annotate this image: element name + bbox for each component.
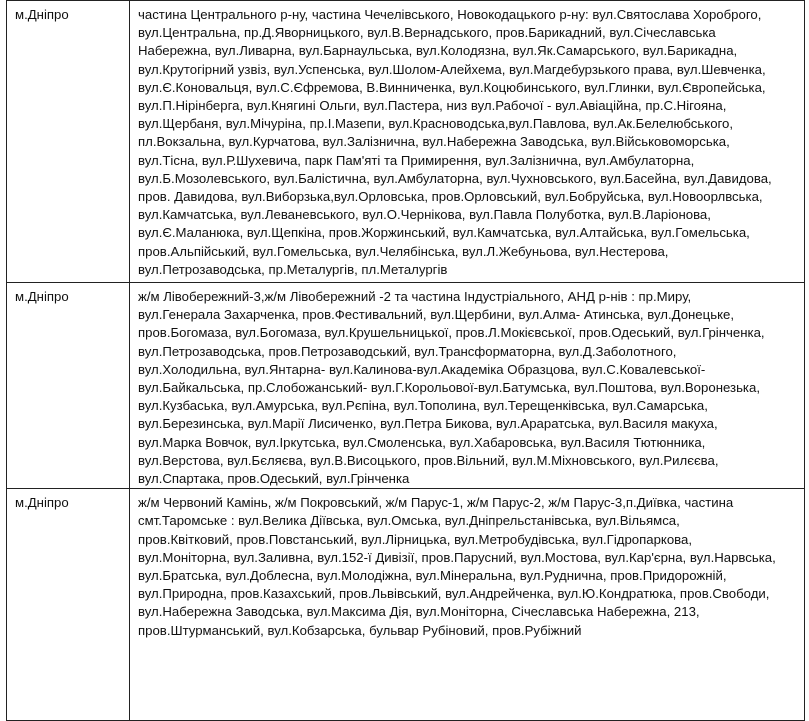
city-label: м.Дніпро [15, 7, 69, 22]
address-line: вул.Щербаня, вул.Мічуріна, пр.І.Мазепи, вул.Красноводська,вул.Павлова, вул.Ак.Белелюбського, [138, 116, 734, 132]
address-line: вул.Петрозаводська, пров.Петрозаводський, вул.Трансформаторна, вул.Д.Заболотного, [138, 343, 677, 359]
address-line: вул.Природна, пров.Казахський, пров.Львівський, вул.Андрейченка, вул.Ю.Кондратюка, пров.Свободи, [138, 586, 770, 602]
address-line: пров.Богомаза, вул.Богомаза, вул.Крушельницької, пров.Л.Мокієвської, пров.Одеський, вул.Грінченка, [138, 325, 765, 341]
address-line: вул.Кузбаська, вул.Амурська, вул.Рєпіна, вул.Тополина, вул.Терещенківська, вул.Самарська, [138, 398, 708, 414]
table-row [7, 489, 805, 721]
address-line: пл.Вокзальна, вул.Курчатова, вул.Залізнична, вул.Набережна Заводська, вул.Військовоморська, [138, 134, 730, 150]
address-list [130, 1, 804, 279]
address-line: вул.Б.Мозолевського, вул.Балістична, вул.Амбулаторна, вул.Чухновського, вул.Басейна, вул.Давидова, [138, 170, 772, 186]
address-line: смт.Таромське : вул.Велика Діївська, вул.Омська, вул.Дніпрельстанівська, вул.Вільямса, [138, 513, 680, 529]
city-label: м.Дніпро [15, 289, 69, 304]
city-cell [7, 1, 130, 283]
address-line: вул.Марка Вовчок, вул.Іркутська, вул.Смоленська, вул.Хабаровська, вул.Василя Тютюнника, [138, 434, 706, 450]
city-cell [7, 283, 130, 489]
address-cell [130, 283, 805, 489]
address-line: пров.Штурманський, вул.Кобзарська, бульвар Рубіновий, пров.Рубіжний [138, 622, 582, 638]
address-line: вул.Спартака, пров.Одеський, вул.Грінченка [138, 471, 410, 487]
city-cell [7, 489, 130, 721]
address-cell [130, 1, 805, 283]
table-row [7, 1, 805, 283]
address-line: вул.Камчатська, вул.Леваневського, вул.О.Чернікова, вул.Павла Полуботка, вул.В.Ларіонова, [138, 207, 711, 223]
address-line: пров.Альпійський, вул.Гомельська, вул.Челябінська, вул.Л.Жебуньова, вул.Нестерова, [138, 243, 669, 259]
outage-address-table [6, 0, 805, 721]
address-line: пров.Квітковий, пров.Повстанський, вул.Лірницька, вул.Метробудівська, вул.Гідропаркова, [138, 531, 693, 547]
address-line: вул.Березинська, вул.Марії Лисиченко, вул.Петра Бикова, вул.Араратська, вул.Василя макуха, [138, 416, 718, 432]
address-line: вул.Братська, вул.Доблесна, вул.Молодіжна, вул.Мінеральна, вул.Руднична, пров.Придорожній, [138, 568, 727, 584]
address-list [130, 283, 804, 488]
address-line: вул.Генерала Захарченка, пров.Фестивальний, вул.Щербини, вул.Алма- Атинська, вул.Донецьке, [138, 307, 734, 323]
address-line: пров. Давидова, вул.Виборзька,вул.Орловська, пров.Орловський, вул.Бобруйська, вул.Новоорлвська, [138, 189, 763, 205]
address-line: вул.Холодильна, вул.Янтарна- вул.Калинова-вул.Академіка Образцова, вул.С.Ковалевської- [138, 361, 706, 377]
address-line: ж/м Лівобережний-3,ж/м Лівобережний -2 та частина Індустріального, АНД р-нів : пр.Миру, [138, 289, 692, 304]
address-line: вул.Петрозаводська, пр.Металургів, пл.Металургів [138, 261, 448, 277]
address-line: частина Центрального р-ну, частина Чечелівського, Новокодацького р-ну: вул.Святослава Хороброго, [138, 7, 762, 22]
address-line: вул.Є.Коновальця, вул.С.Єфремова, В.Винниченка, вул.Коцюбинського, вул.Глинки, вул.Європейська, [138, 79, 766, 95]
address-line: вул.Тісна, вул.Р.Шухевича, парк Пам'яті та Примирення, вул.Залізнична, вул.Амбулаторна, [138, 152, 695, 168]
address-line: вул.Центральна, пр.Д.Яворницького, вул.В.Вернадського, пров.Барикадний, вул.Січеславська [138, 25, 716, 41]
address-line: вул.Моніторна, вул.Заливна, вул.152-ї Дивізії, пров.Парусний, вул.Мостова, вул.Кар'єрна, вул.Нарвська, [138, 549, 776, 565]
address-cell [130, 489, 805, 721]
address-line: вул.Є.Маланюка, вул.Щепкіна, пров.Жоржинський, вул.Камчатська, вул.Алтайська, вул.Гомельська, [138, 225, 750, 241]
address-line: Набережна, вул.Ливарна, вул.Барнаульська, вул.Колодязна, вул.Як.Самарського, вул.Барикадна, [138, 43, 738, 59]
address-list [130, 489, 804, 640]
address-line: вул.Набережна Заводська, вул.Максима Дія, вул.Моніторна, Січеславська Набережна, 213, [138, 604, 700, 620]
address-line: вул.Байкальська, пр.Слобожанський- вул.Г.Корольової-вул.Батумська, вул.Поштова, вул.Воронезька, [138, 380, 760, 396]
city-label: м.Дніпро [15, 495, 69, 511]
address-line: вул.П.Нірінберга, вул.Княгині Ольги, вул.Пастера, низ вул.Рабочої - вул.Авіаційна, пр.С.Нігояна, [138, 98, 727, 114]
address-line: вул.Верстова, вул.Бєляєва, вул.В.Висоцького, пров.Вільний, вул.М.Міхновського, вул.Рилєєва, [138, 452, 719, 468]
address-line: ж/м Червоний Камінь, ж/м Покровський, ж/м Парус-1, ж/м Парус-2, ж/м Парус-3,п.Диївка, частина [138, 495, 734, 511]
table-row [7, 283, 805, 489]
address-line: вул.Крутогірний узвіз, вул.Успенська, вул.Шолом-Алейхема, вул.Магдебурзького права, вул.Шевченка, [138, 61, 766, 77]
